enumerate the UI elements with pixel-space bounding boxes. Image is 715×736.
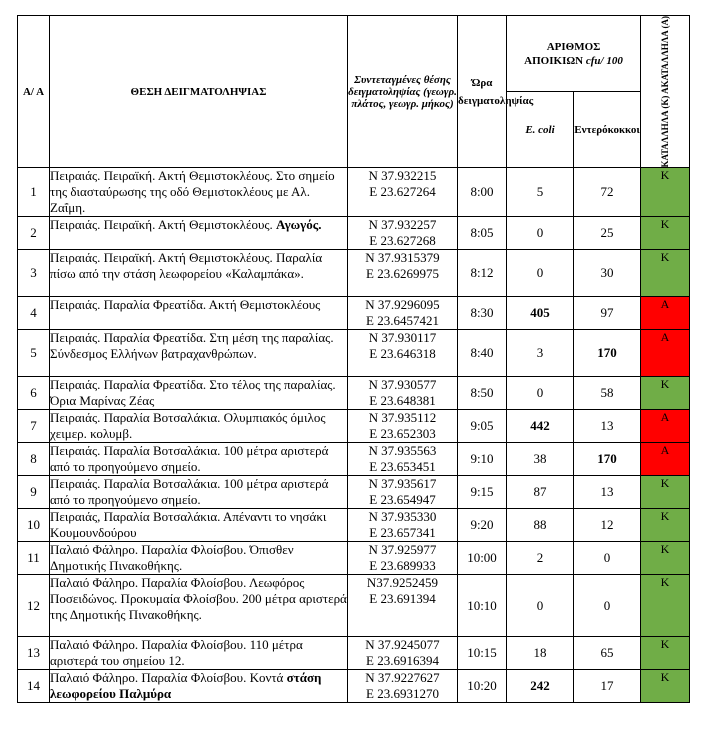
header-status-text: ΚΑΤΑΛΛΗΛΑ (Κ) ΑΚΑΤΑΛΛΗΛΑ (Α) bbox=[660, 16, 671, 168]
cell-enterococci: 25 bbox=[574, 217, 641, 250]
site-text: Πειραιάς. Παραλία Φρεατίδα. Στο τέλος της παραλίας. Όρια Μαρίνας Ζέας bbox=[50, 377, 336, 409]
cell-time: 8:40 bbox=[458, 330, 507, 377]
cell-aa: 5 bbox=[18, 330, 50, 377]
coord-lat: N 37.930117 bbox=[368, 330, 437, 346]
cell-time: 9:15 bbox=[458, 476, 507, 509]
cell-enterococci: 13 bbox=[574, 476, 641, 509]
cell-coords bbox=[348, 217, 458, 250]
cell-aa: 6 bbox=[18, 377, 50, 410]
coord-lon: E 23.657341 bbox=[369, 525, 436, 541]
site-text-bold: στάση λεωφορείου Παλμύρα bbox=[50, 670, 322, 702]
header-site: ΘΕΣΗ ΔΕΙΓΜΑΤΟΛΗΨΙΑΣ bbox=[50, 16, 348, 168]
cell-time: 9:05 bbox=[458, 410, 507, 443]
cell-ecoli: 242 bbox=[507, 670, 574, 703]
cell-time: 10:00 bbox=[458, 542, 507, 575]
cell-ecoli: 88 bbox=[507, 509, 574, 542]
coord-lon: E 23.646318 bbox=[369, 346, 436, 362]
site-text: Παλαιό Φάληρο. Παραλία Φλοίσβου. 110 μέτρα αριστερά του σημείου 12. bbox=[50, 637, 303, 669]
site-text: Πειραιάς. Παραλία Φρεατίδα. Ακτή Θεμιστοκλέους bbox=[50, 297, 321, 313]
header-status bbox=[641, 16, 690, 168]
cell-enterococci: 72 bbox=[574, 168, 641, 217]
cell-enterococci: 13 bbox=[574, 410, 641, 443]
coord-lat: N 37.935330 bbox=[368, 509, 437, 525]
cell-ecoli: 0 bbox=[507, 250, 574, 297]
cell-ecoli: 3 bbox=[507, 330, 574, 377]
coord-lon: E 23.6931270 bbox=[366, 686, 439, 702]
cell-time: 8:12 bbox=[458, 250, 507, 297]
table-row bbox=[18, 250, 690, 297]
cell-site bbox=[50, 575, 348, 637]
coord-lat: N 37.935617 bbox=[368, 476, 437, 492]
coord-lat: N 37.932215 bbox=[368, 168, 437, 184]
status-badge: Α bbox=[641, 410, 690, 443]
cell-site bbox=[50, 297, 348, 330]
status-badge: Κ bbox=[641, 476, 690, 509]
coord-lon: E 23.627268 bbox=[369, 233, 436, 249]
cell-ecoli: 18 bbox=[507, 637, 574, 670]
table-row bbox=[18, 476, 690, 509]
cell-time: 9:10 bbox=[458, 443, 507, 476]
cell-enterococci: 170 bbox=[574, 330, 641, 377]
coord-lon: E 23.6457421 bbox=[366, 313, 439, 329]
cell-time: 8:05 bbox=[458, 217, 507, 250]
cell-coords bbox=[348, 250, 458, 297]
coord-lat: N 37.9296095 bbox=[365, 297, 440, 313]
cell-coords bbox=[348, 297, 458, 330]
site-text: Παλαιό Φάληρο. Παραλία Φλοίσβου. Λεωφόρος Ποσειδώνος. Προκυμαία Φλοίσβου. 200 μέτρα αριστερά της Δημοτικής Πινακοθήκης. bbox=[50, 575, 347, 623]
cell-coords bbox=[348, 542, 458, 575]
site-text: Πειραιάς, Παραλία Βοτσαλάκια. Απέναντι το νησάκι Κουμουνδούρου bbox=[50, 509, 327, 541]
coord-lon: E 23.689933 bbox=[369, 558, 436, 574]
status-badge: Α bbox=[641, 330, 690, 377]
cell-aa: 4 bbox=[18, 297, 50, 330]
cell-site bbox=[50, 637, 348, 670]
cell-time: 8:30 bbox=[458, 297, 507, 330]
status-badge: Κ bbox=[641, 250, 690, 297]
cell-coords bbox=[348, 670, 458, 703]
header-aa: Α/ Α bbox=[18, 16, 50, 168]
coord-lat: N 37.935112 bbox=[368, 410, 437, 426]
cell-aa: 2 bbox=[18, 217, 50, 250]
cell-coords bbox=[348, 330, 458, 377]
cell-enterococci: 58 bbox=[574, 377, 641, 410]
cell-site bbox=[50, 670, 348, 703]
status-badge: Κ bbox=[641, 637, 690, 670]
header-colony-count bbox=[507, 16, 641, 92]
table-row bbox=[18, 443, 690, 476]
status-badge: Κ bbox=[641, 509, 690, 542]
cell-ecoli: 2 bbox=[507, 542, 574, 575]
status-badge: Κ bbox=[641, 670, 690, 703]
cell-time: 10:20 bbox=[458, 670, 507, 703]
cell-aa: 7 bbox=[18, 410, 50, 443]
cell-coords bbox=[348, 168, 458, 217]
cell-site bbox=[50, 330, 348, 377]
status-badge: Κ bbox=[641, 217, 690, 250]
table-row bbox=[18, 168, 690, 217]
cell-enterococci: 30 bbox=[574, 250, 641, 297]
cell-aa: 9 bbox=[18, 476, 50, 509]
cell-time: 8:00 bbox=[458, 168, 507, 217]
table-row bbox=[18, 377, 690, 410]
cell-ecoli: 0 bbox=[507, 377, 574, 410]
table-row bbox=[18, 637, 690, 670]
table-row bbox=[18, 509, 690, 542]
table-row bbox=[18, 410, 690, 443]
coord-lat: N37.9252459 bbox=[366, 575, 439, 591]
cell-site bbox=[50, 476, 348, 509]
cell-time: 8:50 bbox=[458, 377, 507, 410]
coord-lat: N 37.925977 bbox=[368, 542, 437, 558]
cell-ecoli: 38 bbox=[507, 443, 574, 476]
coord-lat: N 37.935563 bbox=[368, 443, 437, 459]
status-badge: Κ bbox=[641, 168, 690, 217]
cell-enterococci: 97 bbox=[574, 297, 641, 330]
coord-lon: E 23.627264 bbox=[369, 184, 436, 200]
status-badge: Κ bbox=[641, 575, 690, 637]
table-row bbox=[18, 575, 690, 637]
cell-enterococci: 0 bbox=[574, 542, 641, 575]
coord-lat: N 37.9227627 bbox=[365, 670, 440, 686]
sampling-results-table bbox=[17, 15, 690, 703]
cell-site bbox=[50, 443, 348, 476]
site-text: Πειραιάς. Παραλία Βοτσαλάκια. Ολυμπιακός όμιλος χειμερ. κολυμβ. bbox=[50, 410, 326, 442]
cell-site bbox=[50, 168, 348, 217]
site-text-bold: Αγωγός. bbox=[276, 217, 322, 233]
cell-enterococci: 12 bbox=[574, 509, 641, 542]
table-row bbox=[18, 542, 690, 575]
cell-ecoli: 0 bbox=[507, 575, 574, 637]
cell-aa: 11 bbox=[18, 542, 50, 575]
cell-aa: 10 bbox=[18, 509, 50, 542]
cell-ecoli: 0 bbox=[507, 217, 574, 250]
site-text: Παλαιό Φάληρο. Παραλία Φλοίσβου. Κοντά bbox=[50, 670, 284, 686]
cell-enterococci: 0 bbox=[574, 575, 641, 637]
coord-lat: N 37.932257 bbox=[368, 217, 437, 233]
cell-ecoli: 405 bbox=[507, 297, 574, 330]
cell-ecoli: 5 bbox=[507, 168, 574, 217]
site-text: Πειραιάς. Παραλία Βοτσαλάκια. 100 μέτρα αριστερά από το προηγούμενο σημείο. bbox=[50, 443, 329, 475]
status-badge: Κ bbox=[641, 377, 690, 410]
cell-ecoli: 87 bbox=[507, 476, 574, 509]
table-row bbox=[18, 297, 690, 330]
status-badge: Α bbox=[641, 443, 690, 476]
coord-lon: E 23.654947 bbox=[369, 492, 436, 508]
header-count-line1: ΑΡΙΘΜΟΣ bbox=[546, 40, 601, 53]
cell-site bbox=[50, 377, 348, 410]
cell-site bbox=[50, 410, 348, 443]
site-text: Πειραιάς. Πειραϊκή. Ακτή Θεμιστοκλέους. Στο σημείο της διασταύρωσης της οδό Θεμιστοκλέους με Αλ. Ζαΐμη. bbox=[50, 168, 335, 216]
cell-aa: 1 bbox=[18, 168, 50, 217]
coord-lon: E 23.6269975 bbox=[366, 266, 439, 282]
cell-coords bbox=[348, 476, 458, 509]
cell-coords bbox=[348, 637, 458, 670]
coord-lon: E 23.6916394 bbox=[366, 653, 439, 669]
table-row bbox=[18, 330, 690, 377]
header-count-line2: ΑΠΟΙΚΙΩΝ bbox=[524, 54, 584, 67]
cell-site bbox=[50, 509, 348, 542]
table-header bbox=[18, 16, 690, 168]
cell-time: 10:15 bbox=[458, 637, 507, 670]
cell-site bbox=[50, 250, 348, 297]
cell-aa: 12 bbox=[18, 575, 50, 637]
status-badge: Α bbox=[641, 297, 690, 330]
cell-coords bbox=[348, 575, 458, 637]
coord-lat: N 37.9245077 bbox=[365, 637, 440, 653]
table-row bbox=[18, 670, 690, 703]
coord-lat: N 37.9315379 bbox=[365, 250, 440, 266]
cell-ecoli: 442 bbox=[507, 410, 574, 443]
cell-coords bbox=[348, 377, 458, 410]
coord-lon: E 23.691394 bbox=[369, 591, 436, 607]
site-text: Πειραιάς. Παραλία Βοτσαλάκια. 100 μέτρα αριστερά από το προηγούμενο σημείο. bbox=[50, 476, 329, 508]
cell-aa: 3 bbox=[18, 250, 50, 297]
site-text: Πειραιάς. Παραλία Φρεατίδα. Στη μέση της παραλίας. Σύνδεσμος Ελλήνων βατραχανθρώπων. bbox=[50, 330, 334, 362]
coord-lat: N 37.930577 bbox=[368, 377, 437, 393]
coord-lon: E 23.648381 bbox=[369, 393, 436, 409]
cell-enterococci: 65 bbox=[574, 637, 641, 670]
header-enterococci: Εντερόκοκκοι bbox=[574, 92, 641, 168]
cell-aa: 13 bbox=[18, 637, 50, 670]
cell-time: 9:20 bbox=[458, 509, 507, 542]
cell-time: 10:10 bbox=[458, 575, 507, 637]
site-text: Πειραιάς. Πειραϊκή. Ακτή Θεμιστοκλέους. Παραλία πίσω από την στάση λεωφορείου «Καλαμπάκα». bbox=[50, 250, 323, 282]
header-time: Ώρα δειγματοληψίας bbox=[458, 16, 507, 168]
cell-enterococci: 17 bbox=[574, 670, 641, 703]
cell-site bbox=[50, 217, 348, 250]
table-row bbox=[18, 217, 690, 250]
cell-coords bbox=[348, 509, 458, 542]
cell-enterococci: 170 bbox=[574, 443, 641, 476]
coord-lon: E 23.652303 bbox=[369, 426, 436, 442]
site-text: Πειραιάς. Πειραϊκή. Ακτή Θεμιστοκλέους. bbox=[50, 217, 273, 233]
site-text: Παλαιό Φάληρο. Παραλία Φλοίσβου. Όπισθεν Δημοτικής Πινακοθήκης. bbox=[50, 542, 294, 574]
cell-aa: 8 bbox=[18, 443, 50, 476]
header-ecoli: E. coli bbox=[507, 92, 574, 168]
header-count-unit: cfu/ 100 bbox=[585, 54, 623, 67]
table-body bbox=[18, 168, 690, 703]
cell-coords bbox=[348, 410, 458, 443]
header-coords: Συντεταγμένες θέσης δειγματοληψίας (γεωγρ. πλάτος, γεωγρ. μήκος) bbox=[348, 16, 458, 168]
cell-site bbox=[50, 542, 348, 575]
cell-aa: 14 bbox=[18, 670, 50, 703]
coord-lon: E 23.653451 bbox=[369, 459, 436, 475]
status-badge: Κ bbox=[641, 542, 690, 575]
cell-coords bbox=[348, 443, 458, 476]
